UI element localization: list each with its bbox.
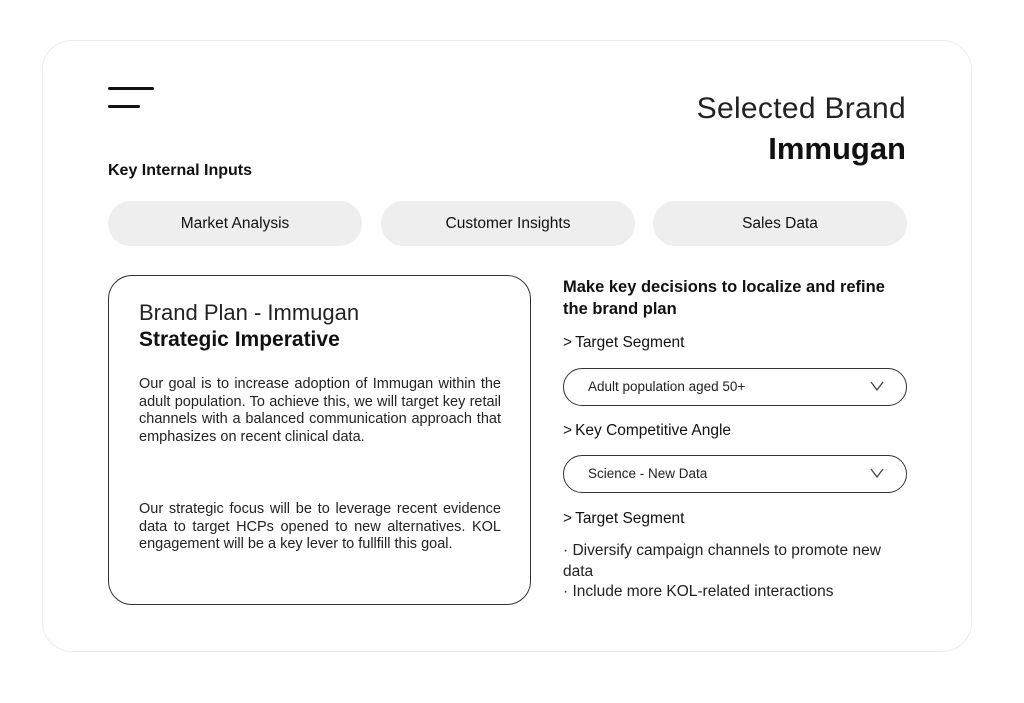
key-internal-inputs-title: Key Internal Inputs <box>108 162 253 179</box>
menu-bar-top <box>108 87 154 90</box>
competitive-angle-label-text: Key Competitive Angle <box>575 422 732 439</box>
target-segment-select[interactable] <box>563 368 907 406</box>
plan-paragraph-goal: Our goal is to increase adoption of Immugan within the adult population. To achieve this, we will target key retail channels with a balanced communication approach that emphasizes on recent clinical data. <box>139 376 501 445</box>
recommendation-list <box>563 541 893 603</box>
selected-brand-label: Selected Brand <box>696 92 906 125</box>
target-segment-label-2 <box>563 510 685 528</box>
decisions-title: Make key decisions to localize and refine the brand plan <box>563 278 885 318</box>
target-segment-value: Adult population aged 50+ <box>588 379 746 394</box>
menu-bar-bottom <box>108 105 140 108</box>
sales-data-button[interactable]: Sales Data <box>653 201 907 246</box>
brand-plan-title: Brand Plan - Immugan <box>139 300 360 325</box>
chevron-right-icon: > <box>563 422 573 439</box>
chevron-right-icon: > <box>563 334 573 351</box>
target-segment-label-text: Target Segment <box>575 334 685 351</box>
plan-paragraph-focus: Our strategic focus will be to leverage recent evidence data to target HCPs opened to new alternatives. KOL engagement will be a key lever to fullfill this goal. <box>139 501 501 552</box>
competitive-angle-label <box>563 422 731 440</box>
customer-insights-button[interactable]: Customer Insights <box>381 201 635 246</box>
strategic-imperative-heading: Strategic Imperative <box>139 328 340 351</box>
chevron-down-icon <box>870 468 884 478</box>
chevron-right-icon: > <box>563 510 573 527</box>
chevron-down-icon <box>870 381 884 391</box>
list-item: · Include more KOL-related interactions <box>563 583 834 600</box>
competitive-angle-value: Science - New Data <box>588 466 708 481</box>
hamburger-menu-icon[interactable] <box>108 86 154 110</box>
competitive-angle-select[interactable] <box>563 455 907 493</box>
target-segment-label <box>563 334 685 352</box>
selected-brand-name: Immugan <box>768 131 906 166</box>
list-item: · Diversify campaign channels to promote new data <box>563 542 881 580</box>
target-segment-label-2-text: Target Segment <box>575 510 685 527</box>
market-analysis-button[interactable]: Market Analysis <box>108 201 362 246</box>
